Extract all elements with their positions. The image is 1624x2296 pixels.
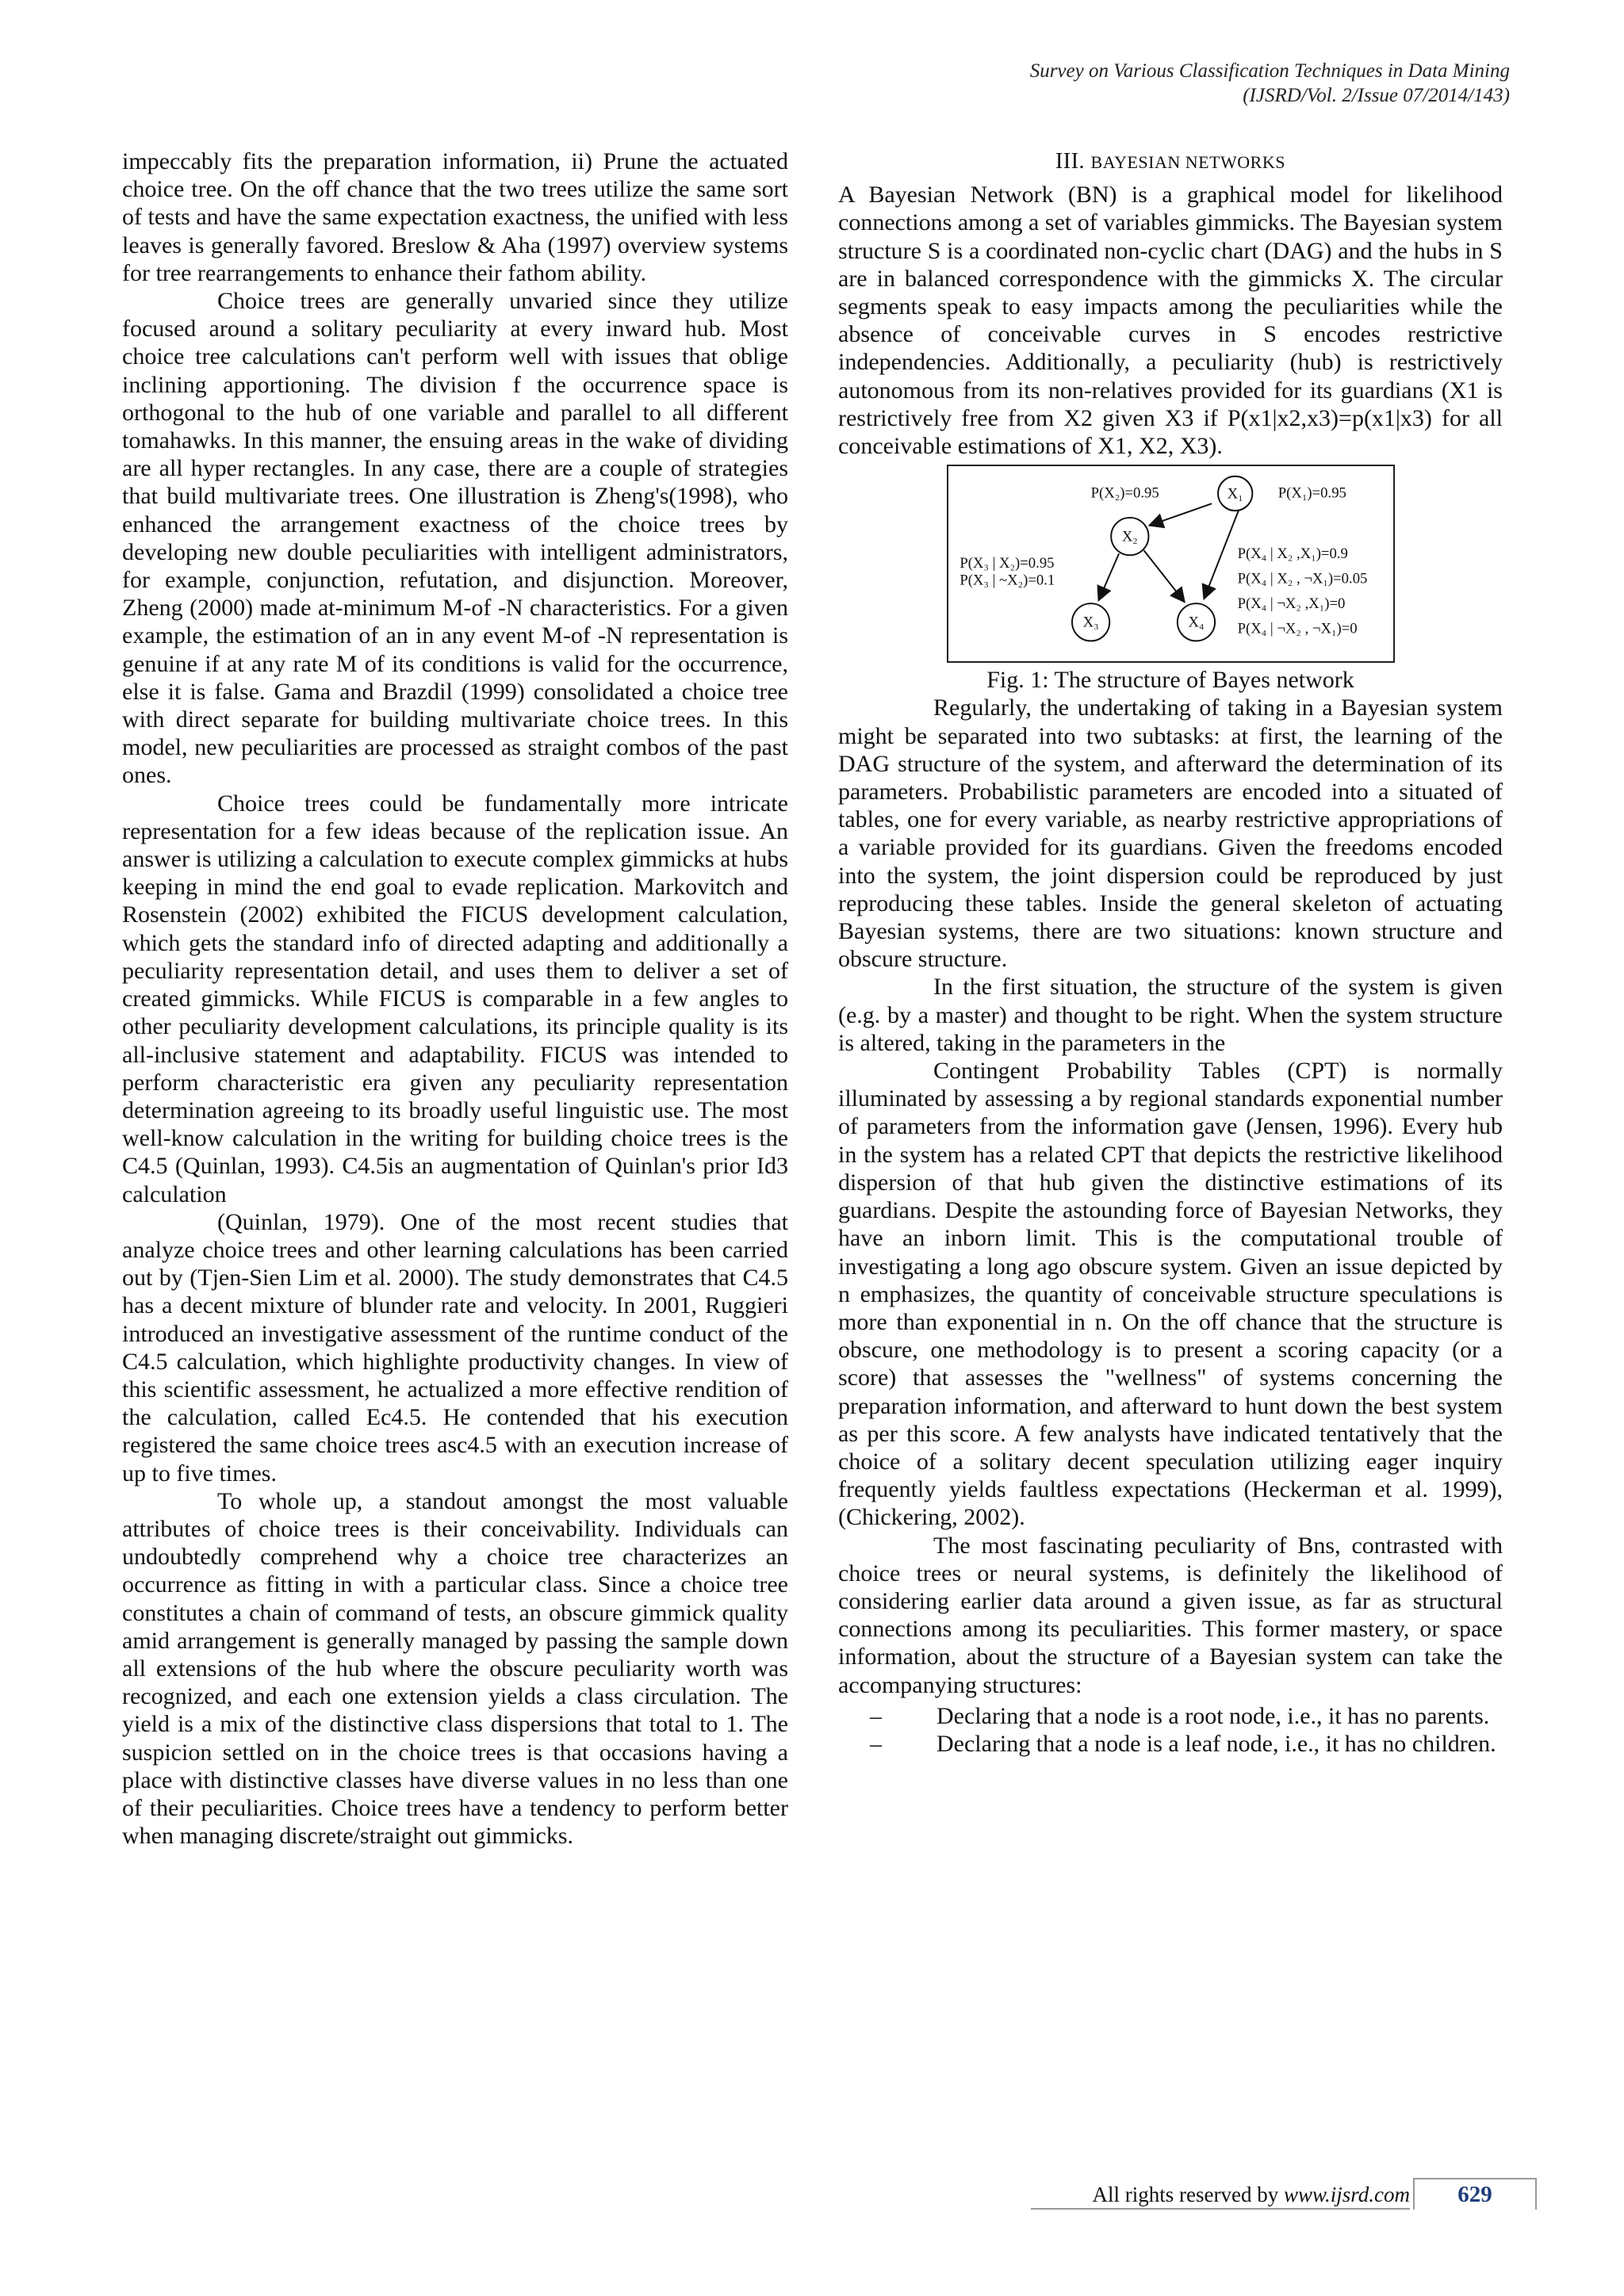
bayes-network-figure — [947, 465, 1395, 663]
edge-x2-x3 — [1098, 553, 1119, 600]
paragraph: A Bayesian Network (BN) is a graphical model for likelihood connections among a set of variables gimmicks. The Bayesian system structure S is a coordinated non-cyclic chart (DAG) and the hubs in S are in balanced correspondence with the gimmicks X. The circular segments speak to easy impacts among the peculiarities while the absence of conceivable curves in S encodes restrictive independencies. Additionally, a peculiarity (hub) is restrictively autonomous from its non-relatives provided for its guardians (X1 is restrictively free from X2 given X3 if P(x1|x2,x3)=p(x1|x3) for all conceivable estimations of X1, X2, X3). — [838, 182, 1503, 460]
paragraph: To whole up, a standout amongst the most valuable attributes of choice trees is their conceivability. Individuals can undoubtedly comprehend why a choice tree characterizes an occurrence as fitting in with a particular class. Since a choice tree constitutes a chain of command of tests, an obscure gimmick quality amid arrangement is generally managed by passing the sample down all extensions of the hub where the obscure peculiarity worth was recognized, and each one extension yields a class circulation. The yield is a mix of the distinctive class dispersions that total to 1. The suspicion settled on in the choice trees is that occasions having a place with distinctive classes have diverse values in no less than one of their peculiarities. Choice trees have a tendency to perform better when managing discrete/straight out gimmicks. — [122, 1487, 788, 1850]
right-column — [838, 147, 1503, 1758]
journal-issue: (IJSRD/Vol. 2/Issue 07/2014/143) — [1243, 85, 1510, 106]
paragraph: Choice trees could be fundamentally more intricate representation for a few ideas because of the replication issue. An answer is utilizing a calculation to execute complex gimmicks at hubs keeping in mind the end goal to evade replication. Markovitch and Rosenstein (2002) exhibited the FICUS development calculation, which gets the standard info of directed adapting and additionally a peculiarity representation detail, and uses them to deliver a set of created gimmicks. While FICUS is comparable in a few angles to other peculiarity development calculations, its principle quality is its all-inclusive statement and adaptability. FICUS was intended to perform characteristic era given any peculiarity representation determination agreeing to its broadly useful linguistic use. The most well-know calculation in the writing for building choice trees is the C4.5 (Quinlan, 1993). C4.5is an augmentation of Quinlan's prior Id3 calculation — [122, 790, 788, 1207]
figure-caption: Fig. 1: The structure of Bayes network — [986, 667, 1354, 694]
running-header — [1030, 59, 1510, 108]
list-item-text: Declaring that a node is a root node, i.e., it has no parents. — [936, 1702, 1490, 1729]
bayes-network-diagram — [948, 466, 1393, 661]
paragraph: (Quinlan, 1979). One of the most recent studies that analyze choice trees and other learning calculations has been carried out by (Tjen-Sien Lim et al. 2000). The study demonstrates that C4.5 has a decent mixture of blunder rate and velocity. In 2001, Ruggieri introduced an investigative assessment of the runtime conduct of the C4.5 calculation, which highlighte productivity changes. In view of this scientific assessment, he actualized a more effective rendition of the calculation, called Ec4.5. He contended that his execution registered the same choice trees asc4.5 with an execution increase of up to five times. — [122, 1208, 788, 1487]
node-x4-label: X₄ — [1187, 614, 1204, 631]
edge-x1-x4 — [1204, 509, 1239, 599]
cpt-x4-row: P(X₄ | ¬X₂ , ¬X₁)=0 — [1237, 620, 1358, 637]
section-number: III. — [1055, 149, 1086, 174]
paragraph: In the first situation, the structure of the system is given (e.g. by a master) and thought to be right. When the system structure is altered, taking in the parameters in the — [838, 974, 1503, 1056]
edge-x2-x4 — [1143, 551, 1184, 603]
bullet-list — [838, 1702, 1503, 1758]
cpt-x4-row: P(X₄ | X₂ ,X₁)=0.9 — [1237, 545, 1348, 563]
footer-rights-text: All rights reserved by — [1092, 2183, 1279, 2206]
list-item-text: Declaring that a node is a leaf node, i.e., it has no children. — [936, 1730, 1496, 1757]
cpt-x3-row: P(X₃ | ~X₂)=0.1 — [959, 572, 1055, 589]
paragraph: The most fascinating peculiarity of Bns, contrasted with choice trees or neural systems, is definitely the likelihood of considering earlier data around a given issue, as far as structural connections among its peculiarities. This former mastery, or space information, about the structure of a Bayesian system can take the accompanying structures: — [838, 1532, 1503, 1698]
section-heading — [838, 147, 1503, 176]
edge-x1-x2 — [1149, 503, 1212, 526]
footer-url-link[interactable]: www.ijsrd.com — [1283, 2183, 1410, 2206]
list-item — [838, 1730, 1503, 1758]
page-footer — [1031, 2178, 1537, 2210]
node-x2-label: X₂ — [1121, 528, 1138, 545]
page-number: 629 — [1413, 2178, 1537, 2210]
cpt-x3-row: P(X₃ | X₂)=0.95 — [959, 555, 1055, 572]
paragraph: impeccably fits the preparation information, ii) Prune the actuated choice tree. On the off chance that the two trees utilize the same sort of tests and have the same expectation exactness, the unified with less leaves is generally favored. Breslow & Aha (1997) overview systems for tree rearrangements to enhance their fathom ability. — [122, 148, 788, 286]
cpt-x4-row: P(X₄ | X₂ , ¬X₁)=0.05 — [1237, 570, 1367, 587]
cpt-x4-row: P(X₄ | ¬X₂ ,X₁)=0 — [1237, 595, 1345, 613]
paragraph: Regularly, the undertaking of taking in a Bayesian system might be separated into two subtasks: at first, the learning of the DAG structure of the system, and afterward the determination of its parameters. Probabilistic parameters are encoded into a situated of tables, one for every variable, as nearby restrictive appropriations of a variable provided for its guardians. Given the freedoms encoded into the system, the joint dispersion could be reproduced by just reproducing these tables. Inside the general skeleton of actuating Bayesian systems, there are two situations: known structure and obscure structure. — [838, 695, 1503, 973]
bullet-dash: – — [870, 1730, 882, 1757]
node-x1-label: X₁ — [1227, 485, 1243, 503]
footer-rule — [1031, 2208, 1410, 2210]
bullet-dash: – — [870, 1702, 882, 1729]
paragraph: Contingent Probability Tables (CPT) is normally illuminated by assessing a by regional standards exponential number of parameters from the information gave (Jensen, 1996). Every hub in the system has a related CPT that depicts the restrictive likelihood dispersion of that hub given the distinctive estimations of its guardians. Despite the astounding force of Bayesian Networks, they have an inborn limit. This is the computational trouble of investigating a long ago obscure system. Given an issue depicted by n emphasizes, the quantity of conceivable structure speculations is more than exponential in n. On the off chance that the structure is obscure, one methodology is to present a scoring capacity (or a score) that assesses the "wellness" of systems concerning the preparation information, and afterward to hunt down the best system as per this score. A few analysts have indicated tentatively that the choice of a solitary decent speculation utilizing eager inquiry frequently yields faultless expectations (Heckerman et al. 1999), (Chickering, 2002). — [838, 1058, 1503, 1531]
section-title: BAYESIAN NETWORKS — [1090, 152, 1285, 172]
paragraph: Choice trees are generally unvaried since they utilize focused around a solitary peculiarity at every inward hub. Most choice tree calculations can't perform well with issues that oblige inclining apportioning. The division f the occurrence space is orthogonal to the hub of one variable and parallel to all different tomahawks. In this manner, the ensuing areas in the wake of dividing are all hyper rectangles. In any case, there are a couple of strategies that build multivariate trees. One illustration is Zheng's(1998), who enhanced the arrangement exactness of the choice trees by developing new double peculiarities with intelligent administrators, for example, conjunction, refutation, and disjunction. Moreover, Zheng (2000) made at-minimum M-of -N characteristics. For a given example, the estimation of an in any event M-of -N representation is genuine if at any rate M of its conditions is valid for the occurrence, else it is false. Gama and Brazdil (1999) consolidated a choice tree with direct separate for building multivariate choice trees. In this model, new peculiarities are processed as straight combos of the past ones. — [122, 288, 788, 789]
list-item — [838, 1702, 1503, 1730]
prior-x1-label: P(X₁)=0.95 — [1277, 484, 1346, 502]
footer-rights — [1093, 2183, 1410, 2207]
journal-title: Survey on Various Classification Techniques in Data Mining — [1029, 60, 1510, 82]
left-column — [122, 147, 788, 1850]
node-x3-label: X₃ — [1082, 614, 1099, 631]
prior-x2-label: P(X₂)=0.95 — [1090, 484, 1159, 502]
